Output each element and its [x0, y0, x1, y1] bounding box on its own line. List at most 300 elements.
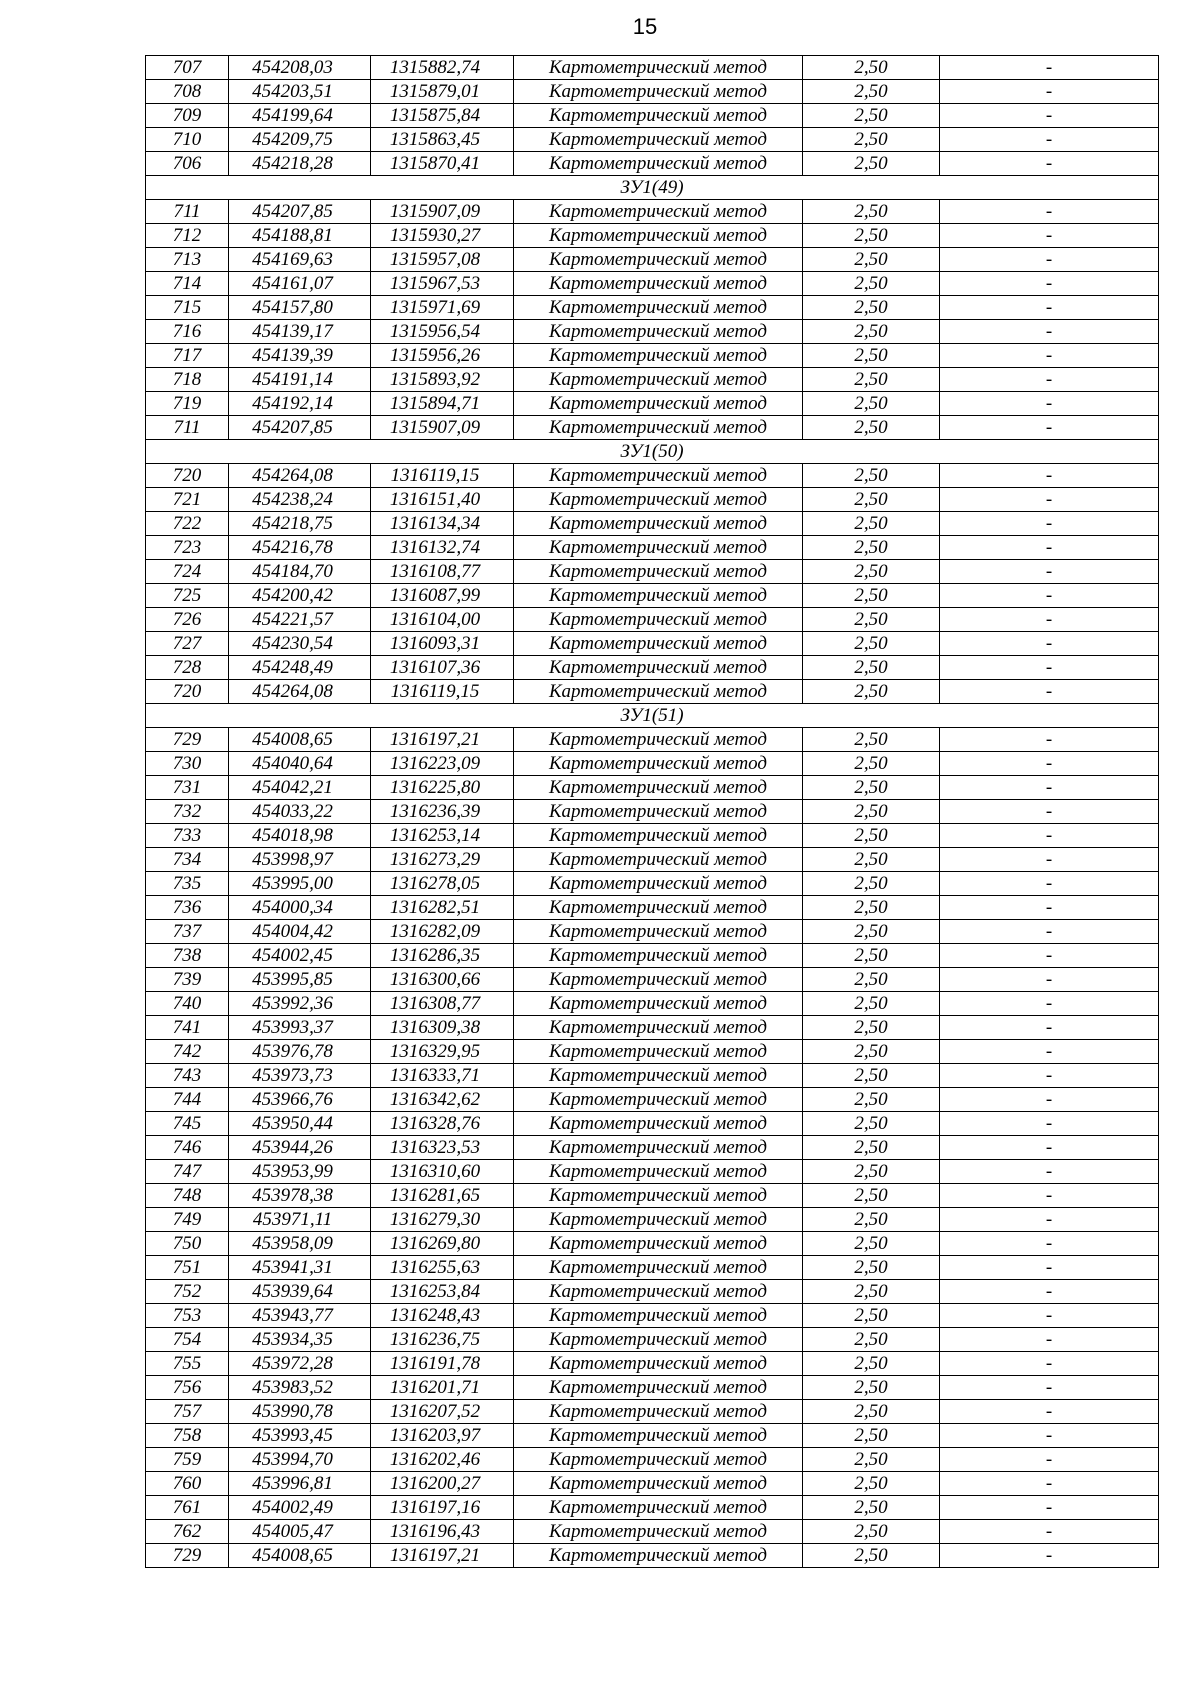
x-coordinate-cell: 454018,98 [229, 824, 371, 848]
y-coordinate-cell: 1315957,08 [371, 248, 514, 272]
point-number-cell: 717 [146, 344, 229, 368]
section-title: ЗУ1(50) [146, 440, 1159, 464]
description-cell: - [940, 944, 1159, 968]
accuracy-cell: 2,50 [803, 392, 940, 416]
table-row [146, 1088, 1159, 1112]
table-row [146, 1376, 1159, 1400]
accuracy-cell: 2,50 [803, 680, 940, 704]
y-coordinate-cell: 1316269,80 [371, 1232, 514, 1256]
table-row [146, 872, 1159, 896]
accuracy-cell: 2,50 [803, 416, 940, 440]
description-cell: - [940, 608, 1159, 632]
accuracy-cell: 2,50 [803, 536, 940, 560]
method-cell: Картометрический метод [514, 536, 803, 560]
accuracy-cell: 2,50 [803, 1448, 940, 1472]
accuracy-cell: 2,50 [803, 56, 940, 80]
y-coordinate-cell: 1316300,66 [371, 968, 514, 992]
y-coordinate-cell: 1315870,41 [371, 152, 514, 176]
x-coordinate-cell: 454264,08 [229, 680, 371, 704]
description-cell: - [940, 728, 1159, 752]
y-coordinate-cell: 1316201,71 [371, 1376, 514, 1400]
y-coordinate-cell: 1316087,99 [371, 584, 514, 608]
x-coordinate-cell: 453983,52 [229, 1376, 371, 1400]
method-cell: Картометрический метод [514, 200, 803, 224]
table-row [146, 1256, 1159, 1280]
y-coordinate-cell: 1316236,39 [371, 800, 514, 824]
x-coordinate-cell: 454184,70 [229, 560, 371, 584]
x-coordinate-cell: 454230,54 [229, 632, 371, 656]
description-cell: - [940, 512, 1159, 536]
description-cell: - [940, 1232, 1159, 1256]
description-cell: - [940, 464, 1159, 488]
point-number-cell: 721 [146, 488, 229, 512]
point-number-cell: 752 [146, 1280, 229, 1304]
description-cell: - [940, 320, 1159, 344]
x-coordinate-cell: 454203,51 [229, 80, 371, 104]
x-coordinate-cell: 453990,78 [229, 1400, 371, 1424]
description-cell: - [940, 1520, 1159, 1544]
table-row [146, 656, 1159, 680]
method-cell: Картометрический метод [514, 488, 803, 512]
point-number-cell: 726 [146, 608, 229, 632]
accuracy-cell: 2,50 [803, 560, 940, 584]
point-number-cell: 716 [146, 320, 229, 344]
point-number-cell: 714 [146, 272, 229, 296]
table-row [146, 368, 1159, 392]
description-cell: - [940, 368, 1159, 392]
point-number-cell: 749 [146, 1208, 229, 1232]
table-row [146, 272, 1159, 296]
method-cell: Картометрический метод [514, 656, 803, 680]
y-coordinate-cell: 1316107,36 [371, 656, 514, 680]
table-row [146, 320, 1159, 344]
y-coordinate-cell: 1315930,27 [371, 224, 514, 248]
accuracy-cell: 2,50 [803, 968, 940, 992]
x-coordinate-cell: 453953,99 [229, 1160, 371, 1184]
y-coordinate-cell: 1316197,21 [371, 728, 514, 752]
point-number-cell: 720 [146, 464, 229, 488]
description-cell: - [940, 536, 1159, 560]
point-number-cell: 728 [146, 656, 229, 680]
method-cell: Картометрический метод [514, 560, 803, 584]
description-cell: - [940, 1400, 1159, 1424]
x-coordinate-cell: 454208,03 [229, 56, 371, 80]
method-cell: Картометрический метод [514, 1112, 803, 1136]
method-cell: Картометрический метод [514, 992, 803, 1016]
description-cell: - [940, 200, 1159, 224]
method-cell: Картометрический метод [514, 848, 803, 872]
table-row [146, 800, 1159, 824]
y-coordinate-cell: 1316119,15 [371, 464, 514, 488]
method-cell: Картометрический метод [514, 80, 803, 104]
description-cell: - [940, 872, 1159, 896]
point-number-cell: 760 [146, 1472, 229, 1496]
point-number-cell: 724 [146, 560, 229, 584]
table-row [146, 1328, 1159, 1352]
accuracy-cell: 2,50 [803, 80, 940, 104]
description-cell: - [940, 1136, 1159, 1160]
description-cell: - [940, 56, 1159, 80]
point-number-cell: 725 [146, 584, 229, 608]
y-coordinate-cell: 1316200,27 [371, 1472, 514, 1496]
description-cell: - [940, 1256, 1159, 1280]
x-coordinate-cell: 454008,65 [229, 728, 371, 752]
y-coordinate-cell: 1316134,34 [371, 512, 514, 536]
x-coordinate-cell: 454264,08 [229, 464, 371, 488]
table-row [146, 776, 1159, 800]
x-coordinate-cell: 454002,49 [229, 1496, 371, 1520]
x-coordinate-cell: 454209,75 [229, 128, 371, 152]
method-cell: Картометрический метод [514, 608, 803, 632]
point-number-cell: 719 [146, 392, 229, 416]
point-number-cell: 753 [146, 1304, 229, 1328]
x-coordinate-cell: 454199,64 [229, 104, 371, 128]
method-cell: Картометрический метод [514, 896, 803, 920]
method-cell: Картометрический метод [514, 944, 803, 968]
point-number-cell: 737 [146, 920, 229, 944]
method-cell: Картометрический метод [514, 392, 803, 416]
description-cell: - [940, 1184, 1159, 1208]
x-coordinate-cell: 453995,00 [229, 872, 371, 896]
x-coordinate-cell: 453995,85 [229, 968, 371, 992]
point-number-cell: 744 [146, 1088, 229, 1112]
point-number-cell: 759 [146, 1448, 229, 1472]
table-row [146, 224, 1159, 248]
description-cell: - [940, 776, 1159, 800]
method-cell: Картометрический метод [514, 1088, 803, 1112]
x-coordinate-cell: 453992,36 [229, 992, 371, 1016]
point-number-cell: 762 [146, 1520, 229, 1544]
y-coordinate-cell: 1316309,38 [371, 1016, 514, 1040]
description-cell: - [940, 1160, 1159, 1184]
x-coordinate-cell: 454207,85 [229, 200, 371, 224]
x-coordinate-cell: 453971,11 [229, 1208, 371, 1232]
table-row [146, 1136, 1159, 1160]
y-coordinate-cell: 1315956,26 [371, 344, 514, 368]
y-coordinate-cell: 1316197,16 [371, 1496, 514, 1520]
description-cell: - [940, 344, 1159, 368]
description-cell: - [940, 824, 1159, 848]
x-coordinate-cell: 454221,57 [229, 608, 371, 632]
y-coordinate-cell: 1316273,29 [371, 848, 514, 872]
y-coordinate-cell: 1316104,00 [371, 608, 514, 632]
description-cell: - [940, 632, 1159, 656]
description-cell: - [940, 488, 1159, 512]
table-row [146, 1472, 1159, 1496]
description-cell: - [940, 968, 1159, 992]
table-row [146, 728, 1159, 752]
method-cell: Картометрический метод [514, 248, 803, 272]
description-cell: - [940, 1472, 1159, 1496]
method-cell: Картометрический метод [514, 224, 803, 248]
point-number-cell: 729 [146, 1544, 229, 1568]
y-coordinate-cell: 1316225,80 [371, 776, 514, 800]
table-row [146, 584, 1159, 608]
y-coordinate-cell: 1315863,45 [371, 128, 514, 152]
point-number-cell: 706 [146, 152, 229, 176]
table-row [146, 1304, 1159, 1328]
description-cell: - [940, 152, 1159, 176]
method-cell: Картометрический метод [514, 920, 803, 944]
point-number-cell: 742 [146, 1040, 229, 1064]
method-cell: Картометрический метод [514, 1448, 803, 1472]
x-coordinate-cell: 454207,85 [229, 416, 371, 440]
description-cell: - [940, 1112, 1159, 1136]
x-coordinate-cell: 454169,63 [229, 248, 371, 272]
method-cell: Картометрический метод [514, 1280, 803, 1304]
y-coordinate-cell: 1316308,77 [371, 992, 514, 1016]
y-coordinate-cell: 1316328,76 [371, 1112, 514, 1136]
method-cell: Картометрический метод [514, 296, 803, 320]
section-title: ЗУ1(51) [146, 704, 1159, 728]
description-cell: - [940, 1352, 1159, 1376]
description-cell: - [940, 1208, 1159, 1232]
method-cell: Картометрический метод [514, 464, 803, 488]
x-coordinate-cell: 453976,78 [229, 1040, 371, 1064]
point-number-cell: 709 [146, 104, 229, 128]
x-coordinate-cell: 454200,42 [229, 584, 371, 608]
point-number-cell: 743 [146, 1064, 229, 1088]
method-cell: Картометрический метод [514, 1304, 803, 1328]
x-coordinate-cell: 454040,64 [229, 752, 371, 776]
y-coordinate-cell: 1315971,69 [371, 296, 514, 320]
description-cell: - [940, 296, 1159, 320]
point-number-cell: 755 [146, 1352, 229, 1376]
method-cell: Картометрический метод [514, 1136, 803, 1160]
x-coordinate-cell: 454042,21 [229, 776, 371, 800]
y-coordinate-cell: 1316253,14 [371, 824, 514, 848]
accuracy-cell: 2,50 [803, 896, 940, 920]
y-coordinate-cell: 1315875,84 [371, 104, 514, 128]
y-coordinate-cell: 1316310,60 [371, 1160, 514, 1184]
description-cell: - [940, 128, 1159, 152]
point-number-cell: 722 [146, 512, 229, 536]
point-number-cell: 748 [146, 1184, 229, 1208]
method-cell: Картометрический метод [514, 416, 803, 440]
y-coordinate-cell: 1316236,75 [371, 1328, 514, 1352]
accuracy-cell: 2,50 [803, 1160, 940, 1184]
method-cell: Картометрический метод [514, 1352, 803, 1376]
description-cell: - [940, 248, 1159, 272]
coordinates-table-body [146, 56, 1159, 1568]
method-cell: Картометрический метод [514, 1376, 803, 1400]
table-row [146, 128, 1159, 152]
table-row [146, 824, 1159, 848]
accuracy-cell: 2,50 [803, 992, 940, 1016]
table-row [146, 200, 1159, 224]
method-cell: Картометрический метод [514, 824, 803, 848]
x-coordinate-cell: 453998,97 [229, 848, 371, 872]
method-cell: Картометрический метод [514, 104, 803, 128]
description-cell: - [940, 1376, 1159, 1400]
description-cell: - [940, 1544, 1159, 1568]
accuracy-cell: 2,50 [803, 632, 940, 656]
point-number-cell: 739 [146, 968, 229, 992]
point-number-cell: 707 [146, 56, 229, 80]
table-row [146, 1424, 1159, 1448]
description-cell: - [940, 1424, 1159, 1448]
table-row [146, 1280, 1159, 1304]
accuracy-cell: 2,50 [803, 1472, 940, 1496]
y-coordinate-cell: 1316278,05 [371, 872, 514, 896]
x-coordinate-cell: 453943,77 [229, 1304, 371, 1328]
description-cell: - [940, 920, 1159, 944]
point-number-cell: 718 [146, 368, 229, 392]
method-cell: Картометрический метод [514, 776, 803, 800]
accuracy-cell: 2,50 [803, 152, 940, 176]
y-coordinate-cell: 1316151,40 [371, 488, 514, 512]
method-cell: Картометрический метод [514, 1544, 803, 1568]
point-number-cell: 758 [146, 1424, 229, 1448]
table-row [146, 992, 1159, 1016]
accuracy-cell: 2,50 [803, 248, 940, 272]
accuracy-cell: 2,50 [803, 800, 940, 824]
accuracy-cell: 2,50 [803, 848, 940, 872]
y-coordinate-cell: 1315907,09 [371, 200, 514, 224]
page-number: 15 [632, 14, 658, 39]
method-cell: Картометрический метод [514, 1496, 803, 1520]
method-cell: Картометрический метод [514, 368, 803, 392]
table-row [146, 920, 1159, 944]
table-row [146, 1064, 1159, 1088]
y-coordinate-cell: 1316333,71 [371, 1064, 514, 1088]
accuracy-cell: 2,50 [803, 104, 940, 128]
y-coordinate-cell: 1316329,95 [371, 1040, 514, 1064]
section-title: ЗУ1(49) [146, 176, 1159, 200]
description-cell: - [940, 392, 1159, 416]
description-cell: - [940, 1088, 1159, 1112]
table-row [146, 560, 1159, 584]
table-row [146, 104, 1159, 128]
y-coordinate-cell: 1315967,53 [371, 272, 514, 296]
table-row [146, 896, 1159, 920]
y-coordinate-cell: 1316119,15 [371, 680, 514, 704]
y-coordinate-cell: 1316093,31 [371, 632, 514, 656]
point-number-cell: 708 [146, 80, 229, 104]
y-coordinate-cell: 1316286,35 [371, 944, 514, 968]
point-number-cell: 757 [146, 1400, 229, 1424]
accuracy-cell: 2,50 [803, 1280, 940, 1304]
method-cell: Картометрический метод [514, 1328, 803, 1352]
description-cell: - [940, 1040, 1159, 1064]
accuracy-cell: 2,50 [803, 464, 940, 488]
accuracy-cell: 2,50 [803, 584, 940, 608]
section-header-row [146, 176, 1159, 200]
method-cell: Картометрический метод [514, 1208, 803, 1232]
method-cell: Картометрический метод [514, 968, 803, 992]
accuracy-cell: 2,50 [803, 200, 940, 224]
accuracy-cell: 2,50 [803, 368, 940, 392]
accuracy-cell: 2,50 [803, 920, 940, 944]
point-number-cell: 741 [146, 1016, 229, 1040]
table-row [146, 56, 1159, 80]
y-coordinate-cell: 1316196,43 [371, 1520, 514, 1544]
accuracy-cell: 2,50 [803, 752, 940, 776]
method-cell: Картометрический метод [514, 1184, 803, 1208]
table-row [146, 944, 1159, 968]
table-row [146, 464, 1159, 488]
point-number-cell: 732 [146, 800, 229, 824]
x-coordinate-cell: 453941,31 [229, 1256, 371, 1280]
description-cell: - [940, 680, 1159, 704]
y-coordinate-cell: 1316248,43 [371, 1304, 514, 1328]
accuracy-cell: 2,50 [803, 1328, 940, 1352]
table-row [146, 968, 1159, 992]
method-cell: Картометрический метод [514, 872, 803, 896]
table-row [146, 512, 1159, 536]
method-cell: Картометрический метод [514, 800, 803, 824]
description-cell: - [940, 1496, 1159, 1520]
x-coordinate-cell: 454238,24 [229, 488, 371, 512]
accuracy-cell: 2,50 [803, 128, 940, 152]
method-cell: Картометрический метод [514, 1016, 803, 1040]
accuracy-cell: 2,50 [803, 488, 940, 512]
accuracy-cell: 2,50 [803, 320, 940, 344]
accuracy-cell: 2,50 [803, 512, 940, 536]
table-row [146, 1016, 1159, 1040]
accuracy-cell: 2,50 [803, 872, 940, 896]
method-cell: Картометрический метод [514, 1232, 803, 1256]
y-coordinate-cell: 1316279,30 [371, 1208, 514, 1232]
description-cell: - [940, 80, 1159, 104]
accuracy-cell: 2,50 [803, 1232, 940, 1256]
description-cell: - [940, 416, 1159, 440]
method-cell: Картометрический метод [514, 344, 803, 368]
y-coordinate-cell: 1315894,71 [371, 392, 514, 416]
x-coordinate-cell: 453950,44 [229, 1112, 371, 1136]
table-row [146, 1232, 1159, 1256]
table-row [146, 752, 1159, 776]
x-coordinate-cell: 454004,42 [229, 920, 371, 944]
table-row [146, 392, 1159, 416]
accuracy-cell: 2,50 [803, 1352, 940, 1376]
method-cell: Картометрический метод [514, 584, 803, 608]
y-coordinate-cell: 1315893,92 [371, 368, 514, 392]
accuracy-cell: 2,50 [803, 1112, 940, 1136]
accuracy-cell: 2,50 [803, 1064, 940, 1088]
x-coordinate-cell: 454218,28 [229, 152, 371, 176]
y-coordinate-cell: 1315882,74 [371, 56, 514, 80]
y-coordinate-cell: 1316202,46 [371, 1448, 514, 1472]
x-coordinate-cell: 453993,45 [229, 1424, 371, 1448]
method-cell: Картометрический метод [514, 1472, 803, 1496]
method-cell: Картометрический метод [514, 728, 803, 752]
x-coordinate-cell: 454139,17 [229, 320, 371, 344]
x-coordinate-cell: 454218,75 [229, 512, 371, 536]
point-number-cell: 723 [146, 536, 229, 560]
point-number-cell: 713 [146, 248, 229, 272]
description-cell: - [940, 1016, 1159, 1040]
description-cell: - [940, 896, 1159, 920]
point-number-cell: 740 [146, 992, 229, 1016]
x-coordinate-cell: 453978,38 [229, 1184, 371, 1208]
table-row [146, 1040, 1159, 1064]
point-number-cell: 736 [146, 896, 229, 920]
y-coordinate-cell: 1316281,65 [371, 1184, 514, 1208]
y-coordinate-cell: 1316191,78 [371, 1352, 514, 1376]
accuracy-cell: 2,50 [803, 656, 940, 680]
method-cell: Картометрический метод [514, 512, 803, 536]
description-cell: - [940, 1304, 1159, 1328]
table-row [146, 848, 1159, 872]
point-number-cell: 754 [146, 1328, 229, 1352]
x-coordinate-cell: 453972,28 [229, 1352, 371, 1376]
y-coordinate-cell: 1316282,09 [371, 920, 514, 944]
method-cell: Картометрический метод [514, 320, 803, 344]
y-coordinate-cell: 1316207,52 [371, 1400, 514, 1424]
y-coordinate-cell: 1316223,09 [371, 752, 514, 776]
x-coordinate-cell: 453939,64 [229, 1280, 371, 1304]
